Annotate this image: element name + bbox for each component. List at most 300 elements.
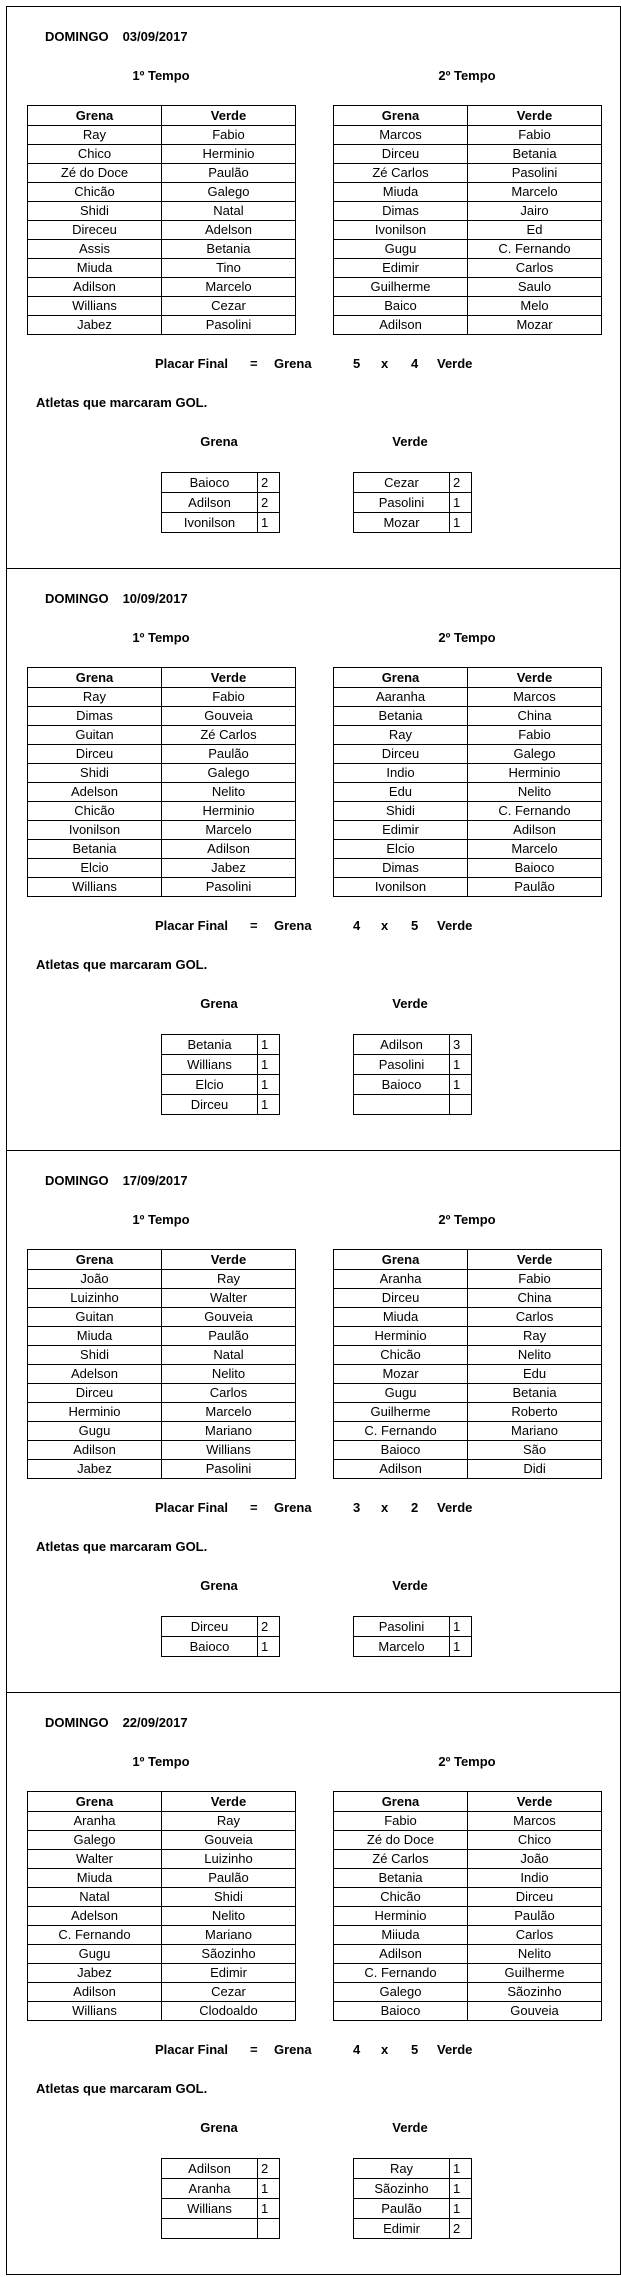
grena-player: Assis (28, 240, 162, 259)
verde-player: Ray (468, 1327, 602, 1346)
table-header-row (334, 106, 602, 126)
table-row (334, 1346, 602, 1365)
scorers-title: Atletas que marcaram GOL. (36, 1539, 208, 1554)
second-half-heading: 2º Tempo (438, 1754, 496, 1769)
verde-player: Marcelo (162, 1403, 296, 1422)
table-row (334, 145, 602, 164)
table-row (334, 1888, 602, 1907)
verde-player: Paulão (162, 1327, 296, 1346)
grena-player: Shidi (28, 764, 162, 783)
score-separator: x (381, 918, 389, 933)
scorer-row (354, 2159, 472, 2179)
scorers-team-verde: Verde (392, 996, 428, 1011)
scorer-name: Ivonilson (162, 513, 258, 533)
verde-player: Nelito (468, 1346, 602, 1365)
grena-player: Galego (334, 1983, 468, 2002)
table-row (28, 1365, 296, 1384)
scorer-name: Adilson (354, 1035, 450, 1055)
grena-player: Ray (28, 688, 162, 707)
table-row (334, 802, 602, 821)
verde-player: Zé Carlos (161, 726, 295, 745)
verde-player: China (467, 707, 601, 726)
grena-player: Adelson (28, 783, 162, 802)
grena-player: Willians (28, 297, 162, 316)
grena-player: Elcio (28, 859, 162, 878)
scorer-goals: 3 (450, 1035, 472, 1055)
final-score-label: Placar Final (155, 1500, 228, 1515)
scorer-goals: 2 (258, 493, 280, 513)
match-title (45, 1715, 188, 1730)
scorer-name: Paulão (354, 2199, 450, 2219)
scorers-title: Atletas que marcaram GOL. (36, 395, 208, 410)
scorers-team-grena: Grena (200, 1578, 238, 1593)
verde-player: Jairo (468, 202, 602, 221)
table-row (334, 707, 602, 726)
grena-player: Galego (28, 1831, 162, 1850)
grena-player: Chicão (334, 1346, 468, 1365)
verde-player: Gouveia (162, 1308, 296, 1327)
verde-player: C. Fernando (468, 240, 602, 259)
score-separator: x (381, 1500, 389, 1515)
column-header-verde: Verde (468, 106, 602, 126)
grena-player: Gugu (334, 1384, 468, 1403)
grena-player: Dirceu (334, 745, 468, 764)
verde-player: Marcelo (161, 821, 295, 840)
match-date: 22/09/2017 (122, 1715, 188, 1730)
grena-player: Dirceu (334, 145, 468, 164)
score-team-verde: Verde (437, 356, 473, 371)
scorers-title: Atletas que marcaram GOL. (36, 957, 208, 972)
grena-player: Baico (334, 297, 468, 316)
day-label: DOMINGO (45, 29, 109, 44)
score-grena: 3 (353, 1500, 361, 1515)
verde-player: Edu (468, 1365, 602, 1384)
verde-player: Sãozinho (467, 1983, 601, 2002)
table-row (334, 1964, 602, 1983)
verde-player: Luizinho (161, 1850, 295, 1869)
table-row (28, 1983, 296, 2002)
second-half-heading: 2º Tempo (438, 630, 496, 645)
match-title (45, 29, 188, 44)
scorers-table-verde (353, 2158, 472, 2239)
first-half-heading: 1º Tempo (132, 1212, 190, 1227)
verde-player: Tino (161, 259, 295, 278)
column-header-grena: Grena (334, 106, 468, 126)
scorer-name: Adilson (162, 493, 258, 513)
grena-player: João (28, 1270, 162, 1289)
scorers-team-verde: Verde (392, 434, 428, 449)
table-row (28, 259, 296, 278)
second-half-lineup-table (333, 1249, 602, 1479)
grena-player: Dimas (334, 202, 468, 221)
match-title (45, 1173, 188, 1188)
scorers-team-grena: Grena (200, 2120, 238, 2135)
table-row (28, 745, 296, 764)
grena-player: Indio (334, 764, 468, 783)
table-row (334, 1365, 602, 1384)
table-row (334, 183, 602, 202)
table-row (334, 745, 602, 764)
scorer-name: Pasolini (354, 1055, 450, 1075)
grena-player: Edu (334, 783, 468, 802)
scorer-goals: 2 (258, 2159, 280, 2179)
table-row (28, 764, 296, 783)
verde-player: Ed (468, 221, 602, 240)
verde-player: Fabio (468, 1270, 602, 1289)
grena-player: Shidi (334, 802, 468, 821)
table-row (334, 1441, 602, 1460)
second-half-heading: 2º Tempo (438, 68, 496, 83)
table-row (334, 259, 602, 278)
scorer-goals: 1 (450, 2159, 472, 2179)
table-row (28, 859, 296, 878)
verde-player: Galego (161, 183, 295, 202)
grena-player: Jabez (28, 1964, 162, 1983)
equals-sign: = (250, 2042, 258, 2057)
score-team-verde: Verde (437, 2042, 473, 2057)
score-separator: x (381, 2042, 389, 2057)
verde-player: Nelito (161, 1907, 295, 1926)
grena-player: Elcio (334, 840, 468, 859)
verde-player: Nelito (162, 1365, 296, 1384)
table-row (28, 1869, 296, 1888)
table-row (28, 202, 296, 221)
match-date: 17/09/2017 (122, 1173, 188, 1188)
table-header-row (28, 106, 296, 126)
table-row (28, 840, 296, 859)
scorer-name: Adilson (162, 2159, 258, 2179)
verde-player: São (468, 1441, 602, 1460)
table-row (334, 1327, 602, 1346)
scorer-goals: 1 (258, 1637, 280, 1657)
grena-player: Guilherme (334, 1403, 468, 1422)
scorer-goals: 1 (258, 2179, 280, 2199)
table-row (334, 2002, 602, 2021)
scorer-name: Mozar (354, 513, 450, 533)
scorer-row (354, 1095, 472, 1115)
grena-player: Dimas (334, 859, 468, 878)
table-row (334, 764, 602, 783)
day-label: DOMINGO (45, 1173, 109, 1188)
grena-player: Aranha (334, 1270, 468, 1289)
verde-player: Shidi (161, 1888, 295, 1907)
table-row (28, 183, 296, 202)
scorer-name: Willians (162, 1055, 258, 1075)
grena-player: Miuda (28, 259, 162, 278)
verde-player: Baioco (467, 859, 601, 878)
scorer-row (162, 2179, 280, 2199)
verde-player: Edimir (161, 1964, 295, 1983)
table-row (28, 1831, 296, 1850)
scorer-name: Elcio (162, 1075, 258, 1095)
verde-player: Mariano (468, 1422, 602, 1441)
verde-player: Nelito (467, 1945, 601, 1964)
second-half-heading: 2º Tempo (438, 1212, 496, 1227)
verde-player: Natal (162, 1346, 296, 1365)
score-grena: 5 (353, 356, 361, 371)
grena-player: Dirceu (28, 745, 162, 764)
scorers-table-grena (161, 472, 280, 533)
table-row (334, 126, 602, 145)
first-half-heading: 1º Tempo (132, 630, 190, 645)
scorers-team-grena: Grena (200, 434, 238, 449)
verde-player: Betania (468, 1384, 602, 1403)
grena-player: Luizinho (28, 1289, 162, 1308)
grena-player: Adelson (28, 1365, 162, 1384)
table-row (28, 688, 296, 707)
verde-player: Ray (162, 1270, 296, 1289)
table-row (28, 1907, 296, 1926)
scorers-team-grena: Grena (200, 996, 238, 1011)
table-row (334, 316, 602, 335)
scorer-row (354, 1035, 472, 1055)
verde-player: Gouveia (161, 1831, 295, 1850)
table-row (334, 726, 602, 745)
verde-player: Walter (162, 1289, 296, 1308)
verde-player: C. Fernando (467, 802, 601, 821)
table-row (334, 1945, 602, 1964)
verde-player: Jabez (161, 859, 295, 878)
table-row (334, 1983, 602, 2002)
grena-player: Miuda (334, 1308, 468, 1327)
grena-player: Ray (28, 126, 162, 145)
scorers-table-verde (353, 1034, 472, 1115)
scorer-goals: 1 (450, 2179, 472, 2199)
table-row (334, 297, 602, 316)
second-half-lineup-table (333, 1791, 602, 2021)
grena-player: Gugu (28, 1945, 162, 1964)
grena-player: Herminio (28, 1403, 162, 1422)
score-verde: 5 (411, 918, 419, 933)
grena-player: Ivonilson (334, 878, 468, 897)
verde-player: Marcos (467, 1812, 601, 1831)
table-row (28, 1441, 296, 1460)
grena-player: Aranha (28, 1812, 162, 1831)
scorer-row (354, 1637, 472, 1657)
verde-player: Galego (161, 764, 295, 783)
first-half-lineup-table (27, 667, 296, 897)
verde-player: Guilherme (467, 1964, 601, 1983)
scorer-row (162, 513, 280, 533)
equals-sign: = (250, 356, 258, 371)
grena-player: Miuda (334, 183, 468, 202)
scorer-name: Betania (162, 1035, 258, 1055)
table-row (28, 2002, 296, 2021)
table-row (334, 1422, 602, 1441)
scorer-name: Baioco (162, 1637, 258, 1657)
match-date: 10/09/2017 (122, 591, 188, 606)
column-header-grena: Grena (28, 106, 162, 126)
grena-player: Dirceu (334, 1289, 468, 1308)
column-header-verde: Verde (467, 668, 601, 688)
grena-player: Edimir (334, 821, 468, 840)
score-team-verde: Verde (437, 918, 473, 933)
grena-player: Natal (28, 1888, 162, 1907)
scorer-goals (258, 2219, 280, 2239)
grena-player: Direceu (28, 221, 162, 240)
table-row (334, 1850, 602, 1869)
grena-player: Edimir (334, 259, 468, 278)
grena-player: Ray (334, 726, 468, 745)
table-row (28, 783, 296, 802)
grena-player: Willians (28, 878, 162, 897)
column-header-grena: Grena (334, 668, 468, 688)
grena-player: Zé Carlos (334, 1850, 468, 1869)
scorer-goals: 1 (258, 2199, 280, 2219)
verde-player: Mariano (162, 1422, 296, 1441)
table-row (334, 1831, 602, 1850)
table-row (334, 1926, 602, 1945)
table-row (28, 1926, 296, 1945)
table-row (334, 1907, 602, 1926)
grena-player: Adilson (28, 278, 162, 297)
column-header-verde: Verde (468, 1250, 602, 1270)
first-half-lineup-table (27, 1249, 296, 1479)
grena-player: Shidi (28, 1346, 162, 1365)
grena-player: Zé do Doce (28, 164, 162, 183)
scorer-row (354, 2199, 472, 2219)
column-header-verde: Verde (161, 668, 295, 688)
verde-player: Dirceu (467, 1888, 601, 1907)
grena-player: Herminio (334, 1907, 468, 1926)
scorer-name: Pasolini (354, 1617, 450, 1637)
grena-player: Zé Carlos (334, 164, 468, 183)
score-verde: 4 (411, 356, 419, 371)
grena-player: Betania (334, 707, 468, 726)
verde-player: Fabio (161, 126, 295, 145)
verde-player: Fabio (468, 126, 602, 145)
grena-player: Adelson (28, 1907, 162, 1926)
grena-player: Adilson (334, 316, 468, 335)
table-header-row (28, 1792, 296, 1812)
column-header-grena: Grena (28, 1250, 162, 1270)
grena-player: Chicão (334, 1888, 468, 1907)
scorer-goals: 1 (450, 1637, 472, 1657)
grena-player: Willians (28, 2002, 162, 2021)
scorer-row (354, 513, 472, 533)
verde-player: Carlos (162, 1384, 296, 1403)
verde-player: Pasolini (161, 316, 295, 335)
scorer-name: Aranha (162, 2179, 258, 2199)
score-separator: x (381, 356, 389, 371)
scorer-name: Dirceu (162, 1617, 258, 1637)
score-grena: 4 (353, 918, 361, 933)
scorers-team-verde: Verde (392, 1578, 428, 1593)
table-row (334, 1270, 602, 1289)
score-team-grena: Grena (274, 1500, 312, 1515)
table-row (28, 821, 296, 840)
column-header-verde: Verde (162, 1250, 296, 1270)
scorer-row (162, 1035, 280, 1055)
table-row (28, 1327, 296, 1346)
grena-player: Dimas (28, 707, 162, 726)
scorer-name: Pasolini (354, 493, 450, 513)
table-row (28, 164, 296, 183)
grena-player: C. Fernando (334, 1422, 468, 1441)
table-row (334, 202, 602, 221)
scorer-goals: 1 (258, 1055, 280, 1075)
table-row (28, 726, 296, 745)
match-date: 03/09/2017 (122, 29, 188, 44)
table-row (28, 278, 296, 297)
verde-player: Indio (467, 1869, 601, 1888)
table-row (334, 240, 602, 259)
verde-player: Nelito (161, 783, 295, 802)
table-row (28, 707, 296, 726)
table-row (334, 1384, 602, 1403)
grena-player: C. Fernando (28, 1926, 162, 1945)
grena-player: C. Fernando (334, 1964, 468, 1983)
second-half-lineup-table (333, 667, 602, 897)
verde-player: Melo (468, 297, 602, 316)
scorer-name (354, 1095, 450, 1115)
score-verde: 5 (411, 2042, 419, 2057)
scorer-row (162, 1637, 280, 1657)
grena-player: Gugu (28, 1422, 162, 1441)
verde-player: Pasolini (468, 164, 602, 183)
scorer-row (354, 1075, 472, 1095)
table-header-row (28, 668, 296, 688)
scorer-goals: 2 (450, 2219, 472, 2239)
table-row (28, 878, 296, 897)
equals-sign: = (250, 918, 258, 933)
verde-player: Herminio (467, 764, 601, 783)
table-row (28, 1888, 296, 1907)
verde-player: Clodoaldo (161, 2002, 295, 2021)
verde-player: Ray (161, 1812, 295, 1831)
match-report-sheet (6, 6, 621, 2275)
grena-player: Miuda (28, 1327, 162, 1346)
scorer-goals (450, 1095, 472, 1115)
scorer-row (354, 1617, 472, 1637)
day-label: DOMINGO (45, 1715, 109, 1730)
table-row (334, 878, 602, 897)
table-row (334, 1289, 602, 1308)
grena-player: Mozar (334, 1365, 468, 1384)
table-row (28, 126, 296, 145)
table-row (334, 1812, 602, 1831)
scorer-row (354, 493, 472, 513)
scorer-goals: 1 (450, 1075, 472, 1095)
table-row (28, 1422, 296, 1441)
verde-player: Carlos (467, 1926, 601, 1945)
verde-player: Saulo (468, 278, 602, 297)
grena-player: Guitan (28, 726, 162, 745)
scorer-goals: 1 (258, 1075, 280, 1095)
verde-player: Gouveia (467, 2002, 601, 2021)
match-section (7, 569, 620, 1151)
first-half-heading: 1º Tempo (132, 1754, 190, 1769)
grena-player: Betania (28, 840, 162, 859)
scorer-name: Ray (354, 2159, 450, 2179)
score-team-verde: Verde (437, 1500, 473, 1515)
scorer-name: Sãozinho (354, 2179, 450, 2199)
table-row (28, 1384, 296, 1403)
grena-player: Dirceu (28, 1384, 162, 1403)
grena-player: Chicão (28, 802, 162, 821)
scorer-row (354, 1055, 472, 1075)
score-team-grena: Grena (274, 918, 312, 933)
grena-player: Betania (334, 1869, 468, 1888)
verde-player: João (467, 1850, 601, 1869)
scorer-name: Cezar (354, 473, 450, 493)
verde-player: Pasolini (162, 1460, 296, 1479)
column-header-verde: Verde (467, 1792, 601, 1812)
table-row (334, 688, 602, 707)
verde-player: China (468, 1289, 602, 1308)
grena-player: Adilson (334, 1945, 468, 1964)
scorer-goals: 1 (450, 493, 472, 513)
